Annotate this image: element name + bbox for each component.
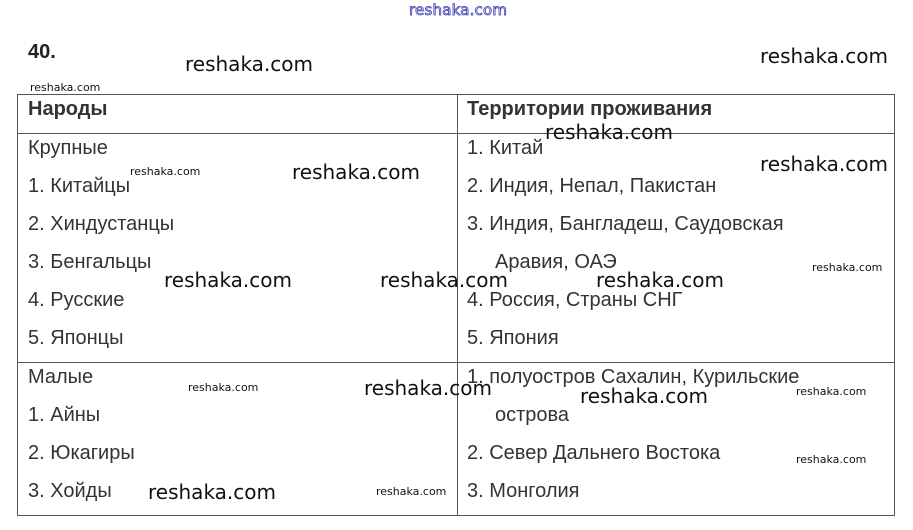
watermark: reshaka.com — [292, 160, 420, 184]
header-divider — [18, 133, 894, 134]
exercise-number: 40. — [28, 41, 56, 63]
watermark: reshaka.com — [760, 152, 888, 176]
people-item: 2. Юкагиры — [28, 442, 135, 464]
people-item: 2. Хиндустанцы — [28, 213, 175, 235]
group-label-small: Малые — [28, 366, 94, 388]
watermark-top: reshaka.com — [409, 1, 508, 19]
people-item: 3. Хойды — [28, 480, 112, 502]
territory-item: 2. Индия, Непал, Пакистан — [467, 175, 717, 197]
territory-item-continuation: острова — [495, 404, 570, 426]
territory-item: 4. Россия, Страны СНГ — [467, 289, 683, 311]
watermark: reshaka.com — [796, 385, 867, 398]
territory-item: 1. полуостров Сахалин, Курильские — [467, 366, 800, 388]
people-item: 4. Русские — [28, 289, 125, 311]
watermark: reshaka.com — [188, 381, 259, 394]
group-divider — [18, 362, 894, 363]
people-item: 1. Китайцы — [28, 175, 131, 197]
people-item: 5. Японцы — [28, 327, 124, 349]
territory-item: 1. Китай — [467, 137, 544, 159]
watermark: reshaka.com — [364, 376, 492, 400]
people-item: 1. Айны — [28, 404, 101, 426]
header-territories: Территории проживания — [467, 98, 713, 120]
watermark: reshaka.com — [130, 165, 201, 178]
territory-item: 5. Япония — [467, 327, 559, 349]
column-divider — [457, 95, 458, 515]
territory-item: 3. Монголия — [467, 480, 580, 502]
watermark: reshaka.com — [760, 44, 888, 68]
watermark: reshaka.com — [596, 268, 724, 292]
territory-item: 2. Север Дальнего Востока — [467, 442, 721, 464]
watermark: reshaka.com — [796, 453, 867, 466]
territory-item-continuation: Аравия, ОАЭ — [495, 251, 617, 273]
watermark: reshaka.com — [148, 480, 276, 504]
header-peoples: Народы — [28, 98, 108, 120]
group-label-large: Крупные — [28, 137, 108, 159]
watermark: reshaka.com — [545, 120, 673, 144]
territory-item: 3. Индия, Бангладеш, Саудовская — [467, 213, 784, 235]
watermark: reshaka.com — [164, 268, 292, 292]
watermark: reshaka.com — [580, 384, 708, 408]
watermark: reshaka.com — [30, 81, 101, 94]
watermark: reshaka.com — [380, 268, 508, 292]
watermark: reshaka.com — [376, 485, 447, 498]
watermark: reshaka.com — [185, 52, 313, 76]
watermark: reshaka.com — [812, 261, 883, 274]
people-item: 3. Бенгальцы — [28, 251, 152, 273]
